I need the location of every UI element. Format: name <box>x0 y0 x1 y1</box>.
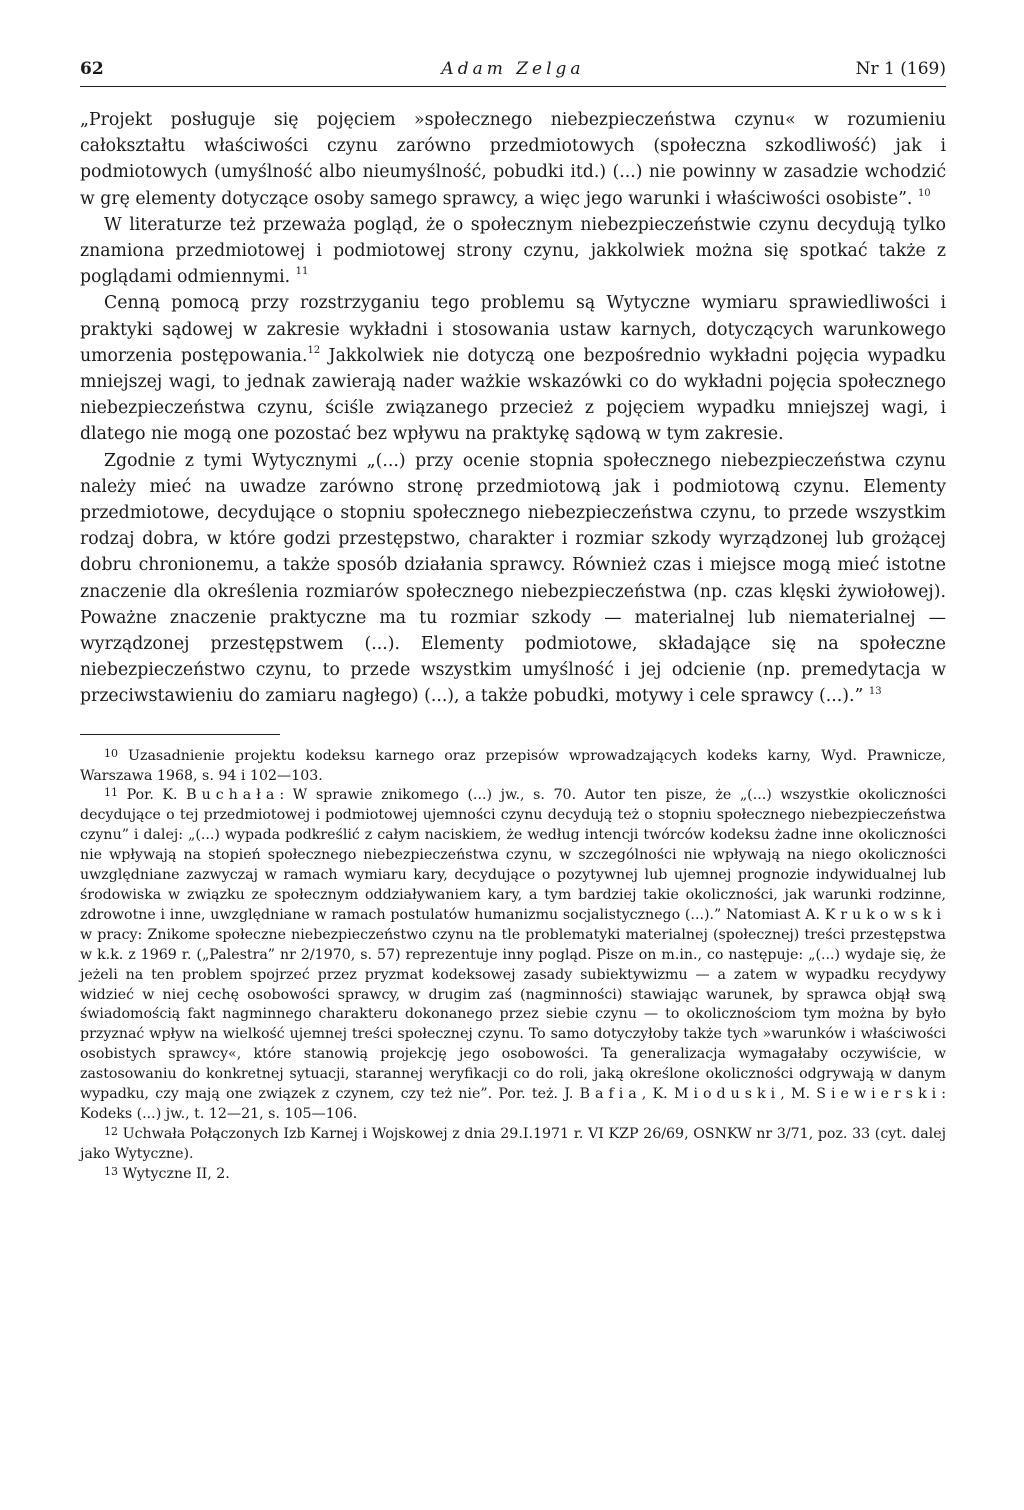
footnote-number: 13 <box>104 1164 118 1178</box>
header-rule <box>80 86 946 87</box>
paragraph-3-text-b: Jakkolwiek nie dotyczą one bezpośrednio wykładni pojęcia wypadku mniejszej wagi, to jednak zawierają nader ważkie wskazówki co do wykładni pojęcia społecznego niebezpieczeństwa czynu, ściśle związanego przecież z pojęciem wypadku mniejszej wagi, i dlatego nie mogą one pozostać bez wpływu na praktykę sądową w tym zakresie. <box>80 345 946 445</box>
body-text <box>80 107 946 710</box>
author-name: Bafia <box>579 1086 642 1103</box>
footnote-ref-10: 10 <box>917 187 931 199</box>
running-head <box>80 52 946 86</box>
running-title: Adam Zelga <box>441 59 585 79</box>
footnote-text: , M. <box>780 1086 817 1103</box>
footnote-text: Por. K. <box>126 787 187 804</box>
author-name: Mioduski <box>673 1086 781 1103</box>
footnote-number: 12 <box>104 1124 118 1138</box>
paragraph-3 <box>80 290 946 447</box>
footnote-ref-12: 12 <box>307 345 321 357</box>
paragraph-4-text: Zgodnie z tymi Wytycznymi „(...) przy ocenie stopnia społecznego niebezpieczeństwa czynu należy mieć na uwadze zarówno stronę przedmiotową jak i podmiotową czynu. Elementy przedmiotowe, decydujące o stopniu społecznego niebezpieczeństwa czynu, to przede wszystkim rodzaj dobra, w które godzi przestępstwo, charakter i rozmiar szkody wyrządzonej lub grożącej dobru chronionemu, a także sposób działania sprawcy. Również czas i miejsce mogą mieć istotne znaczenie dla określenia rozmiarów społecznego niebezpieczeństwa (np. czas klęski żywiołowej). Poważne znaczenie praktyczne ma tu rozmiar szkody — materialnej lub niematerialnej — wyrządzonej przestępstwem (...). Elementy podmiotowe, składające się na społeczne niebezpieczeństwo czynu, to przede wszystkim umyślność i jej odcienie (np. premedytacja w przeciwstawieniu do zamiaru nagłego) (...), a także pobudki, motywy i cele sprawcy (...).” <box>80 450 946 707</box>
paragraph-2-text: W literaturze też przeważa pogląd, że o społecznym niebezpieczeństwie czynu decydują tylko znamiona przedmiotowej i podmiotowej strony czynu, jakkolwiek można się spotkać także z poglądami odmiennymi. <box>80 214 946 288</box>
footnotes <box>80 747 946 1185</box>
issue-number: Nr 1 (169) <box>855 59 946 79</box>
paragraph-2 <box>80 212 946 291</box>
footnote-text: Uchwała Połączonych Izb Karnej i Wojskowej z dnia 29.I.1971 r. VI KZP 26/69, OSNKW nr 3/71, poz. 33 (cyt. dalej jako Wytyczne). <box>80 1125 946 1162</box>
footnote-11 <box>80 786 946 1124</box>
paragraph-1-text: „Projekt posługuje się pojęciem »społecznego niebezpieczeństwa czynu« w rozumieniu całokształtu właściwości czynu zarówno przedmiotowych (społeczna szkodliwość) jak i podmiotowych (umyślność albo nieumyślność, pobudki itd.) (...) nie powinny w zasadzie wchodzić w grę elementy dotyczące osoby samego sprawcy, a więc jego warunki i właściwości osobiste”. <box>80 110 946 209</box>
footnote-text: : W sprawie znikomego (...) jw., s. 70. Autor ten pisze, że „(...) wszystkie okoliczności decydujące o tej przedmiotowej i podmiotowej ujemności czynu decydują też o stopniu społecznego niebezpieczeństwa czynu” i dalej: „(...) wypada podkreślić z całym naciskiem, że według intencji twórców kodeksu żadne inne okoliczności nie wpływają na stopień społecznego niebezpieczeństwa czynu, w szczególności nie wpływają na niego okoliczności uwzględniane zazwyczaj w ramach wymiaru kary, decydujące o pozytywnej lub ujemnej prognozie indywidualnej lub środowiska w związku ze społecznym oddziaływaniem kary, a tym bardziej takie okoliczności, jak warunki rodzinne, zdrowotne i inne, uwzględniane w ramach postulatów humanizmu socjalistycznego (...).” Natomiast A. <box>80 787 947 923</box>
footnote-text: w pracy: Znikome społeczne niebezpieczeństwo czynu na tle problematyki materialnej (społecznej) treści przestępstwa w k.k. z 1969 r. („Palestra” nr 2/1970, s. 57) reprezentuje inny pogląd. Pisze on m.in., co następuje: „(...) wydaje się, że jeżeli na ten problem spojrzeć przez pryzmat kodeksowej zasady subiektywizmu — a zatem w wypadku recydywy widzieć w niej cechę osobowości sprawcy, w drugim zaś (nagminności) stawiając warunek, by sprawca objął swą świadomością fakt nagminnego charakteru dokonanego przez siebie czynu — to okolicznościom tym można by było przyznać wpływ na wielkość ujemnej treści społecznej czynu. To samo dotyczyłoby także tych »warunków i właściwości osobistych sprawcy«, które stanowią projekcję jego osobowości. Ta generalizacja wymagałaby oczywiście, w zastosowaniu do konkretnej sytuacji, starannej weryfikacji co do roli, jaką określone okoliczności odgrywają w danym wypadku, czy mają one związek z czynem, czy też nie”. Por. też. J. <box>80 926 946 1103</box>
footnote-number: 11 <box>104 786 118 800</box>
footnote-12 <box>80 1125 946 1165</box>
page-number: 62 <box>80 59 104 79</box>
footnote-text: : Kodeks (...) jw., t. 12—21, s. 105—106. <box>80 1086 947 1122</box>
author-name: Buchała <box>186 787 280 804</box>
footnote-text: Uzasadnienie projektu kodeksu karnego oraz przepisów wprowadzających kodeks karny, Wyd. Prawnicze, Warszawa 1968, s. 94 i 102—103. <box>80 747 946 784</box>
footnote-separator <box>80 734 280 735</box>
paragraph-3-text-a: Cenną pomocą przy rozstrzyganiu tego problemu są Wytyczne wymiaru sprawiedliwości i praktyki sądowej w zakresie wykładni i stosowania ustaw karnych, dotyczących warunkowego umorzenia postępowania. <box>80 293 946 366</box>
footnote-ref-13: 13 <box>868 685 882 697</box>
author-name: Krukowski <box>824 906 946 923</box>
footnote-number: 10 <box>104 746 118 760</box>
author-name: Siewierski <box>816 1086 942 1103</box>
footnote-13 <box>80 1165 946 1185</box>
footnote-ref-11: 11 <box>295 266 309 278</box>
paragraph-4 <box>80 448 946 710</box>
footnote-10 <box>80 747 946 787</box>
paragraph-1 <box>80 107 946 212</box>
footnote-text: , K. <box>641 1086 674 1103</box>
page <box>80 52 946 1185</box>
footnote-text: Wytyczne II, 2. <box>122 1165 230 1182</box>
